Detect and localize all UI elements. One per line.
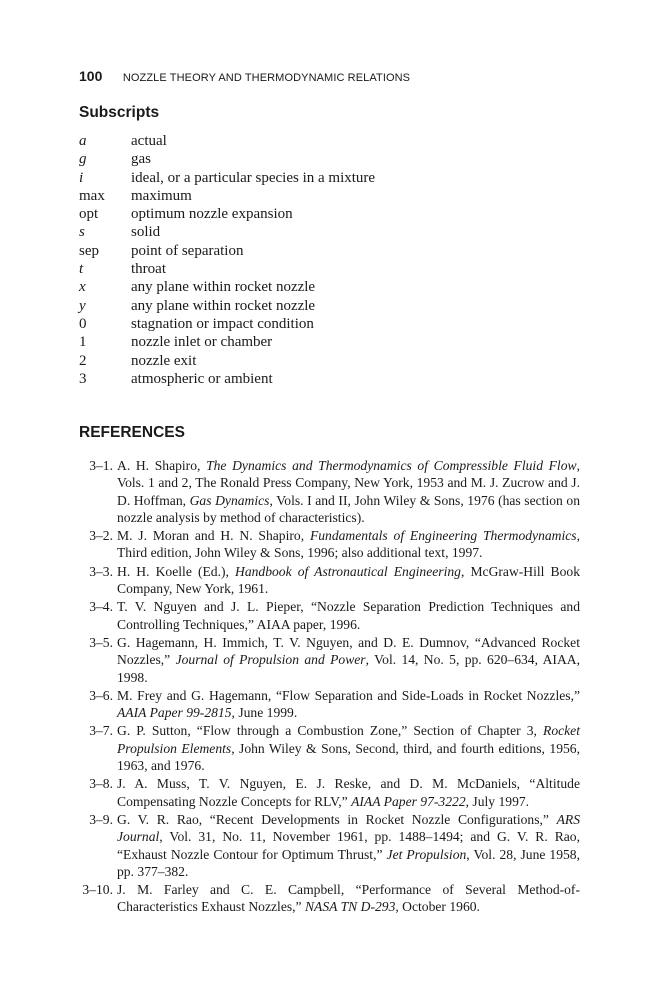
reference-segment: , June 1999.	[231, 705, 298, 721]
reference-text	[117, 881, 580, 916]
reference-segment: , July 1997.	[465, 793, 530, 809]
reference-text	[117, 722, 580, 774]
reference-segment: , Vols. I and II, John Wiley & Sons, 1976 (has section on nozzle analysis by method of characteristics).	[117, 492, 580, 525]
reference-number: 3–1.	[89, 458, 113, 473]
reference-item	[79, 811, 580, 880]
reference-title: Fundamentals of Engineering Thermodynamics	[309, 528, 577, 544]
reference-number: 3–6.	[89, 687, 113, 703]
reference-segment: J. M. Farley and C. E. Campbell, “Performance of Several Method-of-Characteristics Exhaust Nozzles,”	[117, 882, 580, 915]
reference-title: Jet Propulsion	[386, 846, 467, 862]
chapter-title: NOZZLE THEORY AND THERMODYNAMIC RELATIONS	[122, 72, 411, 84]
reference-title: AAIA Paper 99-2815	[117, 705, 232, 721]
subscript-symbol: x	[79, 279, 86, 296]
reference-text	[117, 563, 580, 598]
reference-number: 3–7.	[89, 723, 113, 739]
page-number: 100	[79, 68, 103, 84]
subscript-symbol: 1	[79, 334, 87, 351]
reference-text	[117, 775, 580, 810]
reference-text	[117, 527, 580, 562]
reference-title: AIAA Paper 97-3222	[351, 793, 466, 809]
reference-segment: , John Wiley & Sons, Second, third, and fourth editions, 1956, 1963, and 1976.	[117, 740, 580, 774]
subscript-symbol: 0	[79, 315, 87, 332]
subscript-description: nozzle exit	[131, 352, 197, 369]
reference-title: Journal of Propulsion and Power	[175, 652, 366, 668]
reference-number: 3–2.	[89, 528, 113, 544]
subscript-description: actual	[131, 133, 167, 149]
reference-item	[79, 457, 580, 526]
reference-segment: A. H. Shapiro,	[117, 458, 207, 473]
references-list	[79, 457, 580, 917]
subscript-symbol: s	[79, 224, 85, 241]
subscript-description: nozzle inlet or chamber	[131, 334, 273, 351]
reference-title: Handbook of Astronautical Engineering	[235, 563, 461, 579]
reference-text	[117, 598, 580, 633]
reference-number: 3–5.	[89, 634, 113, 650]
running-head	[79, 68, 410, 86]
subscript-description: any plane within rocket nozzle	[131, 279, 316, 296]
reference-number: 3–3.	[89, 563, 113, 579]
reference-segment: , Vol. 14, No. 5, pp. 620–634, AIAA, 1998.	[117, 652, 580, 685]
subscript-description: throat	[131, 261, 166, 278]
reference-segment: T. V. Nguyen and J. L. Pieper, “Nozzle Separation Prediction Techniques and Controlling Techniques,” AIAA paper, 1996.	[117, 599, 580, 632]
reference-segment: , Vol. 31, No. 11, November 1961, pp. 1488–1494; and G. V. R. Rao, “Exhaust Nozzle Contour for Optimum Thrust,”	[117, 829, 580, 862]
reference-text	[117, 634, 580, 686]
reference-number: 3–10.	[82, 882, 113, 898]
subscript-symbol: t	[79, 261, 84, 278]
subscript-description: optimum nozzle expansion	[131, 206, 293, 223]
subscript-symbol: opt	[79, 206, 99, 223]
reference-title: Gas Dynamics	[189, 492, 270, 508]
reference-title: Rocket Propulsion Elements	[117, 723, 580, 756]
reference-segment: M. J. Moran and H. N. Shapiro,	[117, 528, 310, 544]
reference-item	[79, 775, 580, 810]
subscript-description: ideal, or a particular species in a mixture	[131, 169, 376, 186]
reference-item	[79, 687, 580, 722]
reference-title: ARS Journal	[117, 811, 580, 845]
subscript-description: stagnation or impact condition	[131, 315, 314, 332]
reference-text	[117, 457, 580, 526]
reference-number: 3–9.	[89, 811, 113, 827]
reference-item	[79, 722, 580, 774]
reference-segment: J. A. Muss, T. V. Nguyen, E. J. Reske, and D. M. McDaniels, “Altitude Compensating Nozzle Concepts for RLV,”	[117, 776, 580, 809]
reference-text	[117, 687, 580, 722]
subscripts-heading: Subscripts	[79, 104, 160, 121]
subscript-description: point of separation	[131, 242, 244, 259]
reference-segment: M. Frey and G. Hagemann, “Flow Separation and Side-Loads in Rocket Nozzles,”	[117, 687, 580, 703]
reference-number: 3–8.	[89, 776, 113, 792]
reference-text	[117, 811, 580, 880]
subscript-symbol: i	[79, 169, 84, 186]
subscript-symbol: a	[79, 133, 87, 149]
reference-segment: , Vols. 1 and 2, The Ronald Press Company, New York, 1953 and M. J. Zucrow and J. D. Hoffman,	[117, 458, 580, 508]
reference-title: The Dynamics and Thermodynamics of Compressible Fluid Flow	[206, 458, 577, 473]
reference-item	[79, 563, 580, 598]
subscript-symbol: 3	[79, 370, 87, 387]
reference-segment: G. V. R. Rao, “Recent Developments in Rocket Nozzle Configurations,”	[117, 811, 557, 827]
reference-item	[79, 634, 580, 686]
subscript-description: solid	[131, 224, 161, 241]
reference-segment: , October 1960.	[395, 899, 480, 915]
reference-segment: G. P. Sutton, “Flow through a Combustion Zone,” Section of Chapter 3,	[117, 723, 544, 739]
reference-item	[79, 527, 580, 562]
reference-segment: , McGraw-Hill Book Company, New York, 1961.	[117, 563, 580, 597]
subscript-description: gas	[131, 151, 151, 168]
subscript-symbol: 2	[79, 352, 87, 369]
subscript-description: atmospheric or ambient	[131, 370, 273, 387]
subscript-symbol: g	[79, 151, 87, 168]
reference-segment: G. Hagemann, H. Immich, T. V. Nguyen, and D. E. Dumnov, “Advanced Rocket Nozzles,”	[117, 634, 580, 668]
subscript-symbol: sep	[79, 242, 99, 259]
reference-segment: , Vol. 28, June 1958, pp. 377–382.	[117, 846, 580, 879]
reference-segment: , Third edition, John Wiley & Sons, 1996; also additional text, 1997.	[117, 528, 581, 561]
subscript-symbol: y	[79, 297, 86, 314]
subscript-description: maximum	[131, 187, 192, 204]
reference-item	[79, 598, 580, 633]
reference-item	[79, 881, 580, 916]
subscript-symbol: max	[79, 187, 105, 204]
subscript-description: any plane within rocket nozzle	[131, 297, 316, 314]
reference-number: 3–4.	[89, 599, 113, 615]
reference-title: NASA TN D-293	[304, 899, 396, 915]
references-heading: REFERENCES	[79, 424, 185, 441]
reference-segment: H. H. Koelle (Ed.),	[117, 563, 235, 579]
